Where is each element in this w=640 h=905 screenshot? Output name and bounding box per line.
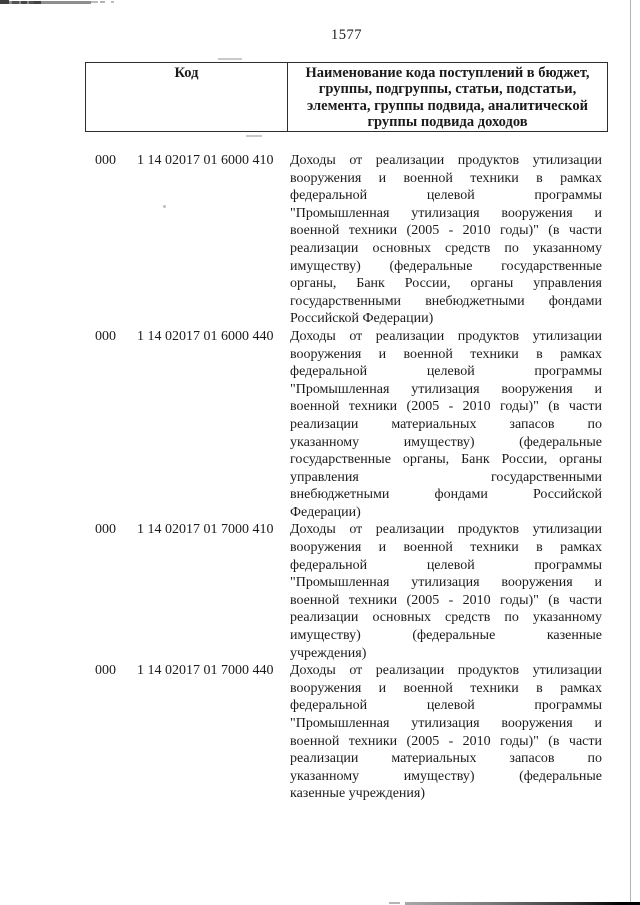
row-code-main: 1 14 02017 01 6000 410 [137, 153, 274, 168]
header-cell-code: Код [86, 63, 288, 131]
description-line: управления государственными [290, 469, 602, 485]
description-line: Федерации) [290, 504, 361, 520]
description-line: Доходы от реализации продуктов утилизации [290, 522, 602, 538]
scan-artifact-top-segment [34, 1, 41, 4]
header-cell-name: Наименование кода поступлений в бюджет, группы, подгруппы, статьи, подстатьи, элемента, группы подвида, аналитической группы подвида доходов [305, 65, 590, 131]
description-line: указанному имуществу) (федеральные [290, 434, 602, 450]
description-line: казенные учреждения) [290, 786, 426, 802]
description-line: "Промышленная утилизация вооружения и [290, 205, 602, 221]
description-line: военной техники (2005 - 2010 годы)" (в части [290, 592, 602, 608]
description-line: учреждения) [290, 645, 367, 661]
description-line: государственными внебюджетными фондами [290, 293, 602, 309]
scan-artifact-bottom-dash [389, 902, 400, 904]
description-line: федеральной целевой программы [290, 364, 602, 380]
row-code-admin: 000 [95, 153, 116, 168]
description-line: реализации основных средств по указанному [290, 240, 602, 256]
description-line: государственные органы, Банк России, органы [290, 452, 602, 468]
row-code-admin: 000 [95, 328, 116, 344]
description-line: "Промышленная утилизация вооружения и [290, 716, 602, 731]
description-line: вооружения и военной техники в рамках [290, 540, 602, 556]
scan-artifact-top-segment [12, 1, 19, 4]
row-code-admin: 000 [95, 522, 116, 538]
description-line: вооружения и военной техники в рамках [290, 680, 602, 696]
description-line: реализации материальных запасов по [290, 751, 602, 767]
description-line: военной техники (2005 - 2010 годы)" (в части [290, 223, 602, 239]
description-line: реализации материальных запасов по [290, 416, 602, 432]
row-code-admin: 000 [95, 663, 116, 679]
description-line: вооружения и военной техники в рамках [290, 170, 602, 186]
description-line: "Промышленная утилизация вооружения и [290, 381, 602, 397]
description-line: Российской Федерации) [290, 311, 434, 327]
description-line: Доходы от реализации продуктов утилизации [290, 153, 602, 168]
table-row [95, 328, 602, 522]
description-line: внебюджетными фондами Российской [290, 487, 602, 503]
scan-artifact-header-dash [218, 58, 242, 60]
page-number: 1577 [331, 27, 362, 43]
description-line: органы, Банк России, органы управления [290, 276, 602, 292]
row-description [290, 662, 602, 803]
row-description [290, 152, 602, 328]
row-code-main: 1 14 02017 01 7000 440 [137, 663, 274, 679]
table-row [95, 152, 602, 328]
description-line: указанному имуществу) (федеральные [290, 768, 602, 784]
description-line: вооружения и военной техники в рамках [290, 346, 602, 362]
table-body [95, 152, 602, 803]
description-line: "Промышленная утилизация вооружения и [290, 575, 602, 591]
scan-artifact-top-dash [91, 1, 98, 3]
description-line: имуществу) (федеральные казенные [290, 628, 602, 644]
scan-artifact-top-dash [100, 1, 105, 3]
description-line: федеральной целевой программы [290, 188, 602, 204]
table-row [95, 662, 602, 803]
row-description [290, 328, 602, 522]
description-line: имуществу) (федеральные государственные [290, 258, 602, 274]
scan-artifact-top-dash [111, 1, 114, 3]
description-line: военной техники (2005 - 2010 годы)" (в части [290, 399, 602, 415]
table-header [85, 62, 608, 132]
scan-artifact-top-segment [21, 1, 27, 4]
row-code-main: 1 14 02017 01 7000 410 [137, 522, 274, 538]
description-line: реализации основных средств по указанному [290, 610, 602, 626]
description-line: федеральной целевой программы [290, 698, 602, 714]
table-row [95, 521, 602, 662]
scan-artifact-top-segment [0, 0, 9, 4]
description-line: военной техники (2005 - 2010 годы)" (в части [290, 733, 602, 749]
row-description [290, 521, 602, 662]
scan-artifact-header-dash [246, 135, 262, 137]
description-line: Доходы от реализации продуктов утилизации [290, 663, 602, 679]
description-line: Доходы от реализации продуктов утилизации [290, 328, 602, 344]
row-code-main: 1 14 02017 01 6000 440 [137, 328, 274, 344]
description-line: федеральной целевой программы [290, 557, 602, 573]
scan-artifact-right-edge-line [630, 0, 631, 905]
